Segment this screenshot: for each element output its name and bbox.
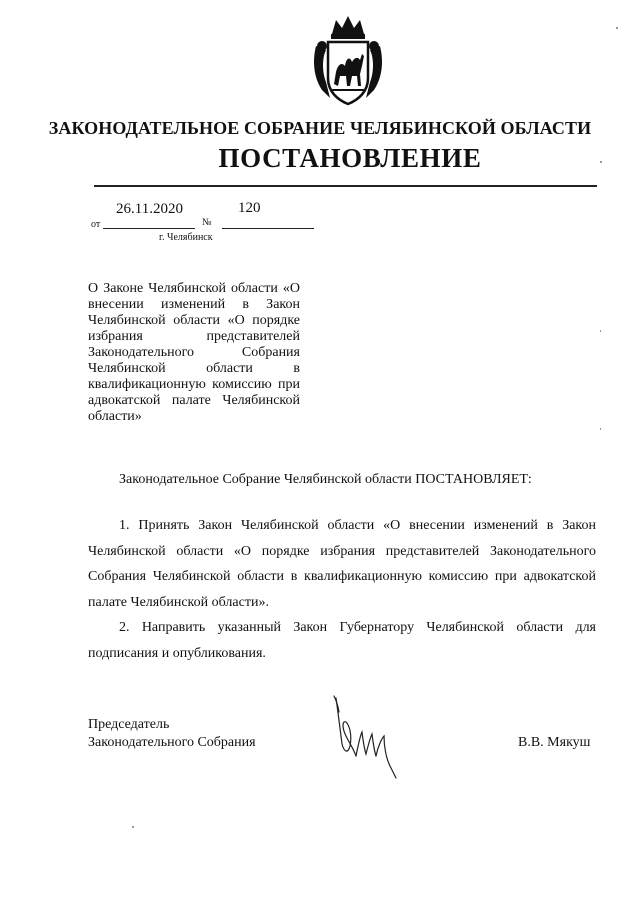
document-type-heading: ПОСТАНОВЛЕНИЕ xyxy=(218,143,482,173)
signer-name: В.В. Мякуш xyxy=(518,735,591,750)
signer-position-line-1: Председатель xyxy=(88,717,170,732)
document-subject: О Законе Челябинской области «О внесении изменений в Закон Челябинской области «О порядке избрания представителей Законодательного Собрания Челябинской области в квалификационную комиссию при адвокатской палате Челябинской области» xyxy=(88,281,300,424)
preamble: Законодательное Собрание Челябинской области ПОСТАНОВЛЯЕТ: xyxy=(119,472,532,487)
scan-speck xyxy=(600,330,601,332)
resolution-item-1: 1. Принять Закон Челябинской области «О внесении изменений в Закон Челябинской области «О порядке избрания представителей Законодательного Собрания Челябинской области в квалификационную комиссию при адвокатской палате Челябинской области». xyxy=(88,518,596,610)
scan-speck xyxy=(132,826,134,828)
document-date: 26.11.2020 xyxy=(116,201,183,217)
coat-of-arms-icon xyxy=(312,12,384,108)
resolution-item-2: 2. Направить указанный Закон Губернатору Челябинской области для подписания и опубликования. xyxy=(88,620,596,661)
date-label: от xyxy=(91,219,101,230)
number-label: № xyxy=(202,217,212,228)
signer-position xyxy=(88,716,256,752)
city-label: г. Челябинск xyxy=(159,232,213,243)
signer-position-line-2: Законодательного Собрания xyxy=(88,735,256,750)
scan-speck xyxy=(616,27,618,29)
header-divider xyxy=(94,185,597,187)
document-number: 120 xyxy=(238,200,261,216)
scan-speck xyxy=(600,428,601,430)
handwritten-signature-icon xyxy=(330,692,408,784)
date-underline xyxy=(103,228,195,229)
number-underline xyxy=(222,228,314,229)
scan-speck xyxy=(600,161,602,163)
organization-title: ЗАКОНОДАТЕЛЬНОЕ СОБРАНИЕ ЧЕЛЯБИНСКОЙ ОБЛАСТИ xyxy=(48,118,592,138)
